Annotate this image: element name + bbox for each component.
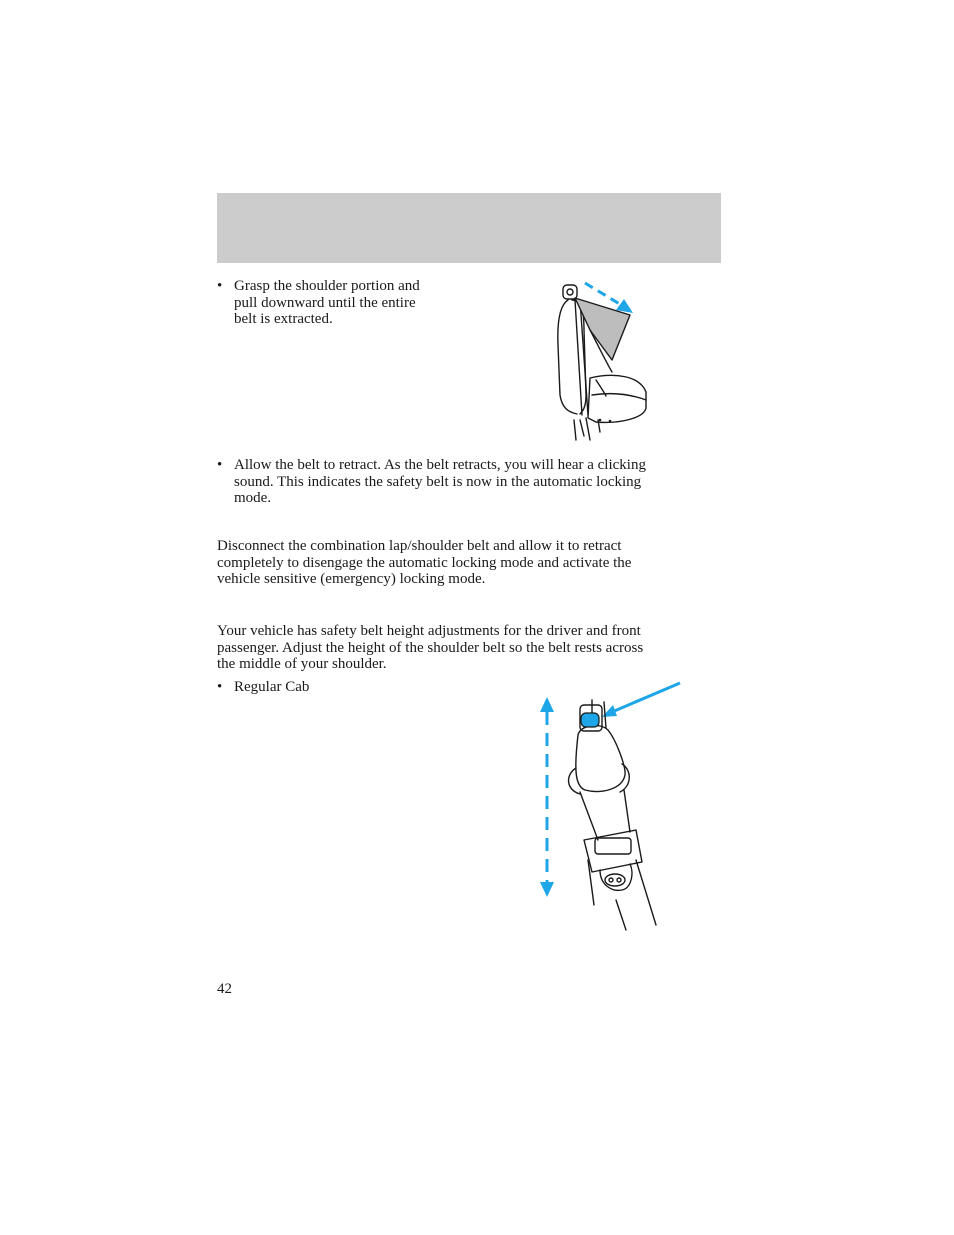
paragraph-disconnect: Disconnect the combination lap/shoulder belt and allow it to retract completely to disengage the automatic locking mode and activate the vehicle sensitive (emergency) locking mode. — [217, 538, 632, 588]
bullet-marker: • — [217, 679, 223, 695]
bullet-text-retract: Allow the belt to retract. As the belt retracts, you will hear a clicking sound. This indicates the safety belt is now in the automatic locking mode. — [234, 457, 646, 507]
bullet-text-extract: Grasp the shoulder portion and pull downward until the entire belt is extracted. — [234, 278, 420, 328]
paragraph-height-adjustment: Your vehicle has safety belt height adjustments for the driver and front passenger. Adjust the height of the shoulder belt so the belt rests across the middle of your shoulder. — [217, 623, 644, 673]
bullet-marker: • — [217, 278, 223, 294]
bullet-text-regular-cab: Regular Cab — [234, 679, 310, 695]
bullet-marker: • — [217, 457, 223, 473]
page-number: 42 — [217, 981, 232, 997]
